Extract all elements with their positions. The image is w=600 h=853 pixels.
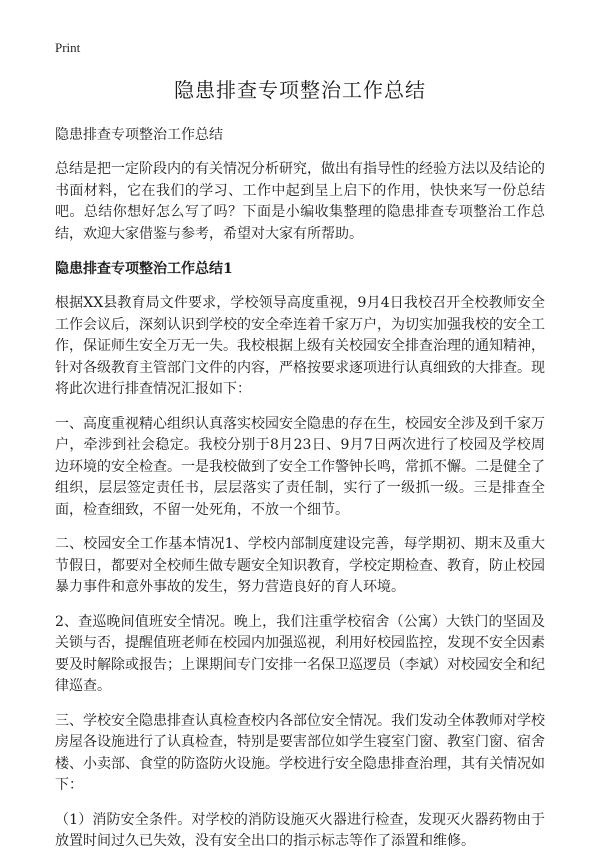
- intro-paragraph: 总结是把一定阶段内的有关情况分析研究，做出有指导性的经验方法以及结论的书面材料，它在我们的学习、工作中起到呈上启下的作用，快快来写一份总结吧。总结你想好怎么写了吗？下面是小编收集整理的隐患排查专项整治工作总结，欢迎大家借鉴与参考，希望对大家有所帮助。: [55, 161, 545, 242]
- body-paragraph-2: 一、高度重视精心组织认真落实校园安全隐患的存在生，校园安全涉及到千家万户，牵涉到社会稳定。我校分别于8月23日、9月7日两次进行了校园及学校周边环境的安全检查。一是我校做到了安全工作警钟长鸣，常抓不懈。二是健全了组织，层层签定责任书，层层落实了责任制，实行了一级抓一级。三是排查全面，检查细致，不留一处死角，不放一个细节。: [55, 415, 545, 518]
- body-paragraph-4: 2、查巡晚间值班安全情况。晚上，我们注重学校宿舍（公寓）大铁门的坚固及关锁与否，提醒值班老师在校园内加强巡视，利用好校园监控，发现不安全因素要及时解除或报告；上课期间专门安排一名保卫巡逻员（李斌）对校园安全和纪律巡查。: [55, 613, 545, 694]
- body-paragraph-1: 根据XX县教育局文件要求，学校领导高度重视，9月4日我校召开全校教师安全工作会议后，深刻认识到学校的安全牵连着千家万户，为切实加强我校的安全工作，保证师生安全万无一失。我校根据上级有关校园安全排查治理的通知精神，针对各级教育主管部门文件的内容，严格按要求逐项进行认真细致的大排查。现将此次进行排查情况汇报如下：: [55, 295, 545, 397]
- body-paragraph-3: 二、校园安全工作基本情况1、学校内部制度建设完善，每学期初、期末及重大节假日，都要对全校师生做专题安全知识教育，学校定期检查、教育，防止校园暴力事件和意外事故的发生，努力营造良好的育人环境。: [55, 536, 545, 595]
- document-title: 隐患排查专项整治工作总结: [174, 78, 426, 102]
- print-link[interactable]: Print: [55, 40, 81, 55]
- body-paragraph-5: 三、学校安全隐患排查认真检查校内各部位安全情况。我们发动全体教师对学校房屋各设施进行了认真检查，特别是要害部位如学生寝室门窗、教室门窗、宿舍楼、小卖部、食堂的防盗防火设施。学校进行安全隐患排查治理，其有关情况如下：: [55, 712, 545, 793]
- section-heading: 隐患排查专项整治工作总结1: [55, 261, 233, 277]
- body-paragraph-6: （1）消防安全条件。对学校的消防设施灭火器进行检查，发现灭火器药物由于放置时间过久已失效，没有安全出口的指示标志等作了添置和维修。: [55, 811, 545, 849]
- document-subtitle: 隐患排查专项整治工作总结: [55, 127, 223, 143]
